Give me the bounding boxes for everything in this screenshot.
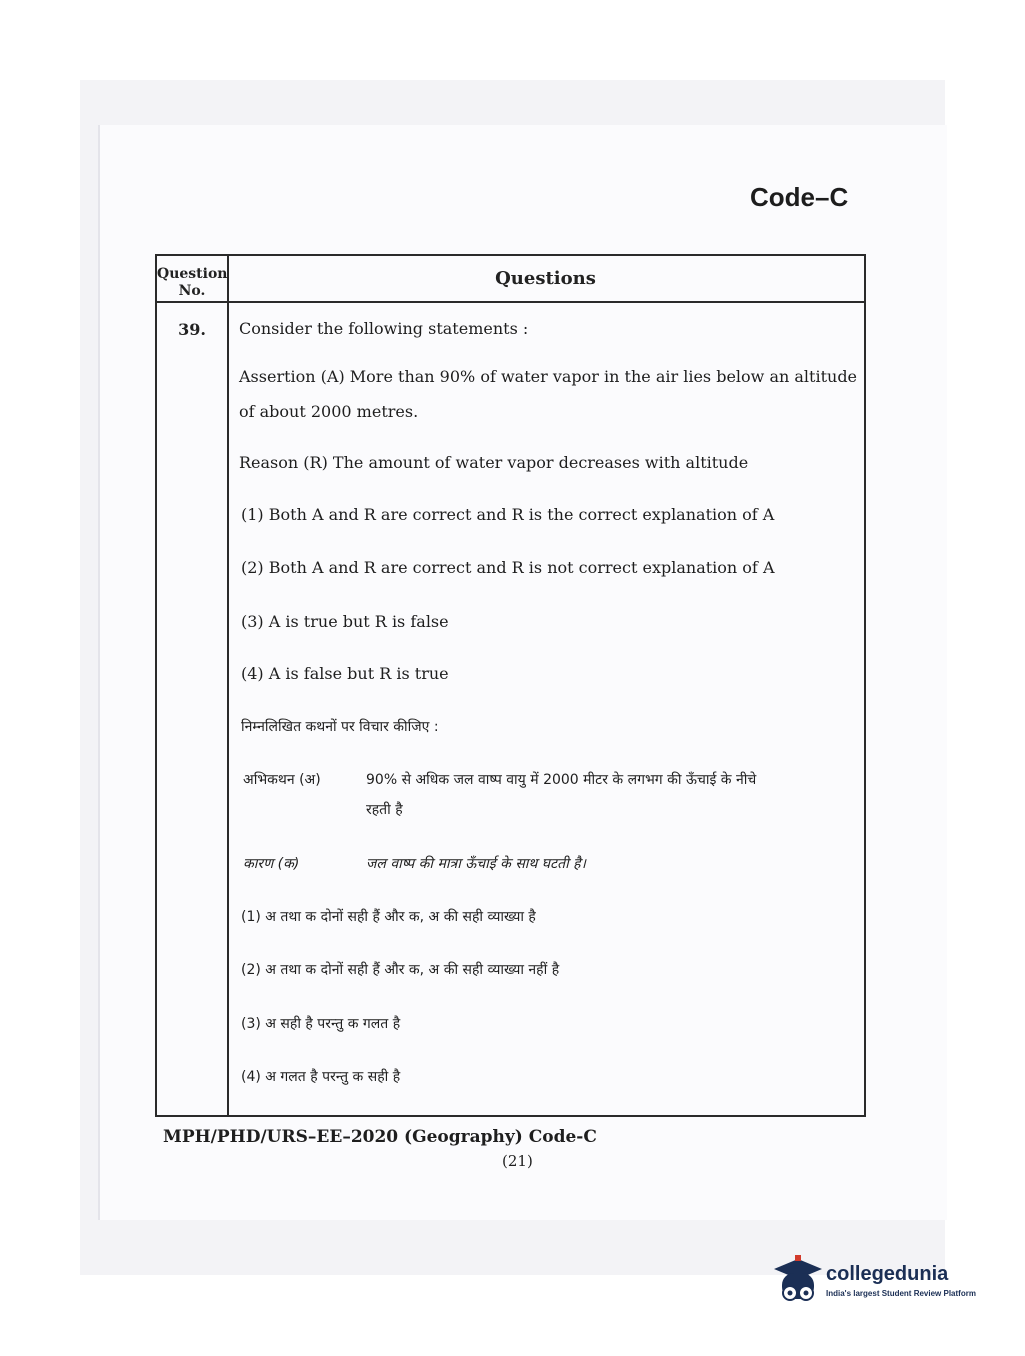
option-hi-4: (4) अ गलत है परन्तु क सही है: [241, 1069, 401, 1085]
reason-en: Reason (R) The amount of water vapor decreases with altitude: [239, 453, 749, 472]
option-en-4: (4) A is false but R is true: [241, 664, 449, 683]
option-hi-1: (1) अ तथा क दोनों सही हैं और क, अ की सही व्याख्या है: [241, 909, 536, 925]
assertion-hi-line1: 90% से अधिक जल वाष्प वायु में 2000 मीटर के लगभग की ऊँचाई के नीचे: [366, 772, 757, 788]
page-footer: MPH/PHD/URS–EE–2020 (Geography) Code-C: [163, 1127, 597, 1147]
logo-wordmark: collegedunia: [826, 1263, 949, 1285]
question-no-header-line1: Question: [157, 266, 228, 282]
question-no-header-line2: No.: [178, 283, 206, 299]
assertion-en-line1: Assertion (A) More than 90% of water vapor in the air lies below an altitude: [239, 367, 858, 386]
column-divider: [227, 256, 229, 1115]
option-en-3: (3) A is true but R is false: [241, 612, 449, 631]
page-number: (21): [502, 1152, 533, 1170]
questions-header: Questions: [495, 268, 596, 289]
reason-hi: जल वाष्प की मात्रा ऊँचाई के साथ घटती है।: [366, 856, 586, 872]
option-en-1: (1) Both A and R are correct and R is the correct explanation of A: [241, 505, 775, 524]
assertion-en-line2: of about 2000 metres.: [239, 402, 419, 421]
graduate-mascot-icon: [768, 1253, 824, 1313]
question-no-header: [157, 266, 227, 300]
paper-code: Code–C: [750, 182, 849, 212]
option-hi-2: (2) अ तथा क दोनों सही हैं और क, अ की सही व्याख्या नहीं है: [241, 962, 560, 978]
assertion-hi-line2: रहती है: [366, 802, 403, 818]
option-hi-3: (3) अ सही है परन्तु क गलत है: [241, 1016, 401, 1032]
option-en-2: (2) Both A and R are correct and R is not correct explanation of A: [241, 558, 775, 577]
question-intro-en: Consider the following statements :: [239, 319, 529, 338]
assertion-label-hi: अभिकथन (अ): [243, 772, 321, 788]
question-number: 39.: [178, 320, 206, 339]
question-table: [155, 254, 866, 1117]
reason-label-hi: कारण (क): [243, 856, 300, 872]
header-divider: [157, 301, 864, 303]
question-intro-hi: निम्नलिखित कथनों पर विचार कीजिए :: [241, 719, 439, 735]
collegedunia-logo: [768, 1253, 998, 1313]
logo-tagline: India's largest Student Review Platform: [826, 1289, 976, 1298]
